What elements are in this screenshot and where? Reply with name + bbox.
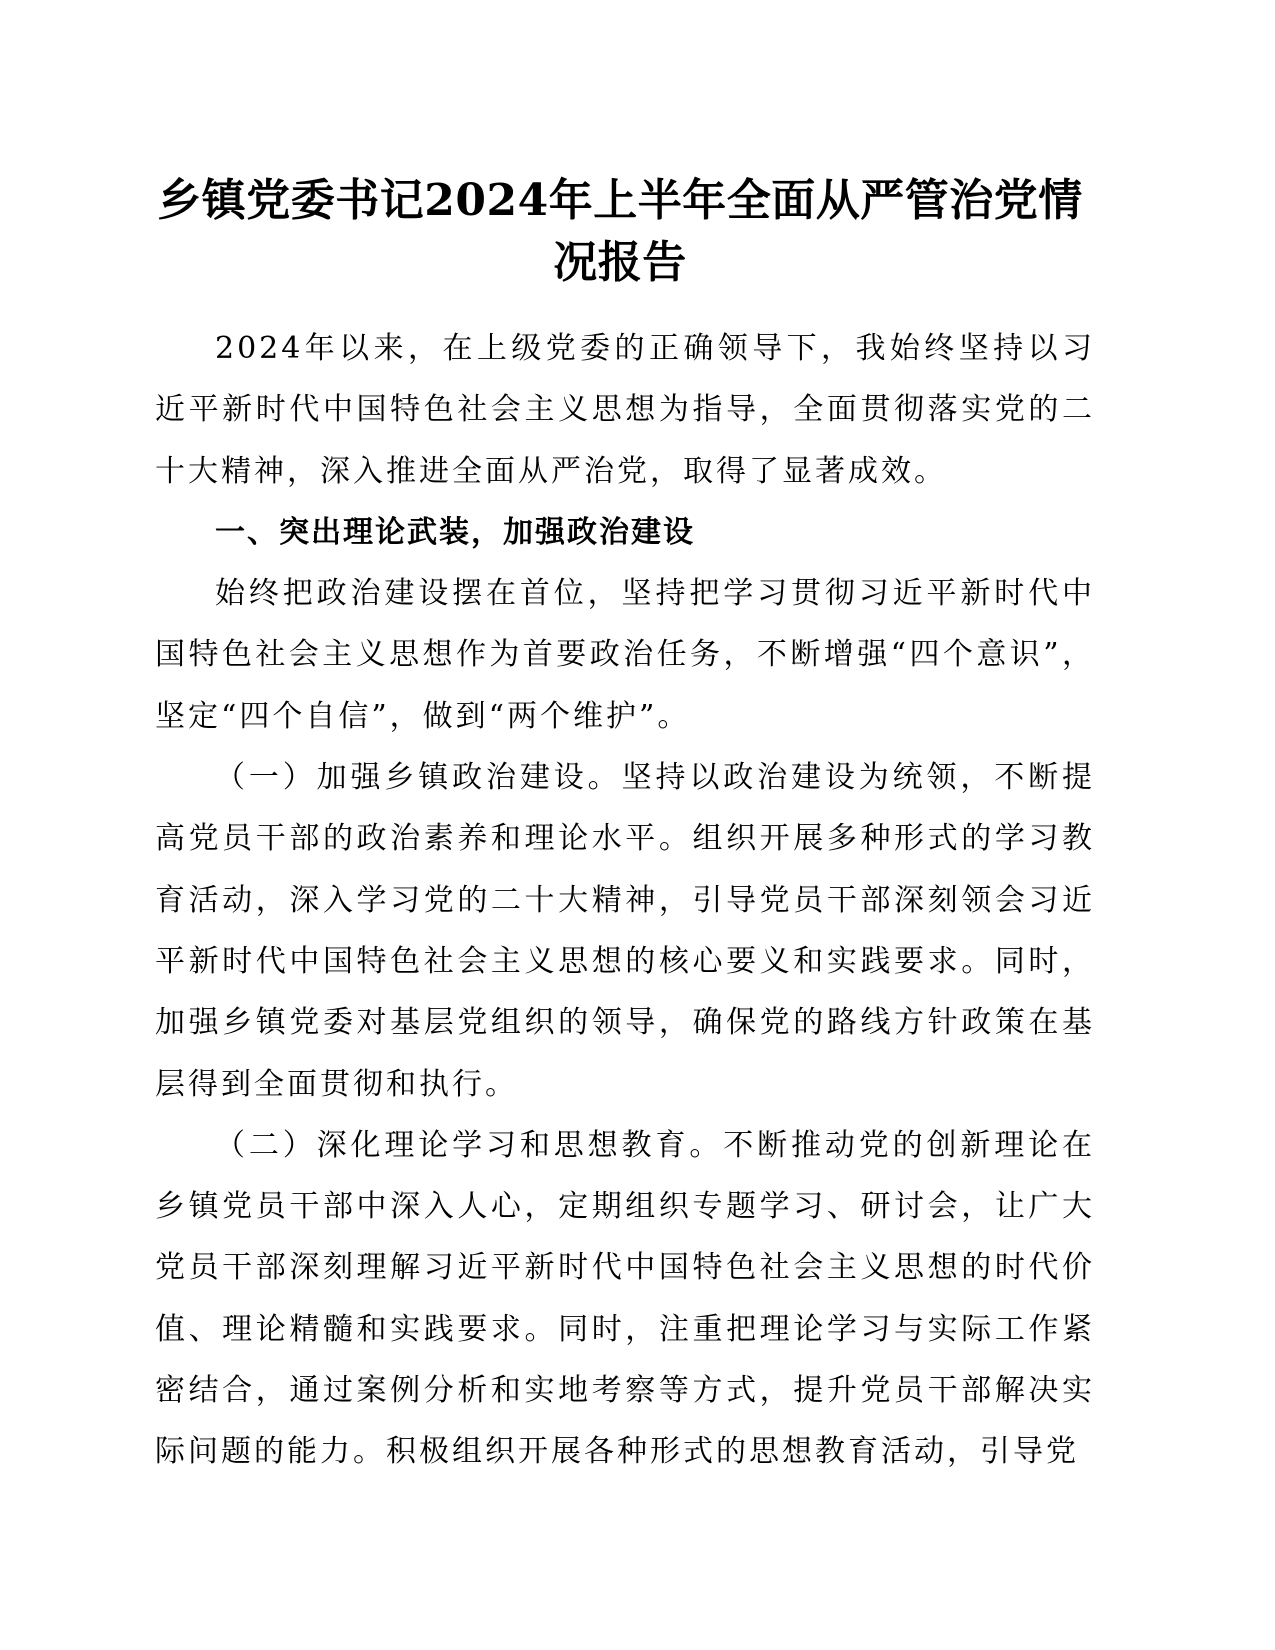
item-two-lead: （二）深化理论学习和思想教育。 [215, 1127, 724, 1163]
section-heading: 一、突出理论武装，加强政治建设 [215, 514, 695, 550]
section-summary-paragraph: 始终把政治建设摆在首位，坚持把学习贯彻习近平新时代中国特色社会主义思想作为首要政治任务，不断增强“四个意识”，坚定“四个自信”，做到“两个维护”。 [155, 576, 1095, 734]
item-one-lead: （一）加强乡镇政治建设。 [215, 760, 622, 796]
item-two-paragraph [155, 1115, 1095, 1483]
item-one-paragraph [155, 747, 1095, 1115]
document-body [155, 318, 1095, 1483]
item-two-text: 不断推动党的创新理论在乡镇党员干部中深入人心，定期组织专题学习、研讨会，让广大党员干部深刻理解习近平新时代中国特色社会主义思想的时代价值、理论精髓和实践要求。同时，注重把理论学习与实际工作紧密结合，通过案例分析和实地考察等方式，提升党员干部解决实际问题的能力。积极组织开展各种形式的思想教育活动，引导党 [155, 1127, 1096, 1470]
document-title: 乡镇党委书记2024年上半年全面从严管治党情况报告 [157, 175, 1083, 288]
item-one-text: 坚持以政治建设为统领，不断提高党员干部的政治素养和理论水平。组织开展多种形式的学习教育活动，深入学习党的二十大精神，引导党员干部深刻领会习近平新时代中国特色社会主义思想的核心要义和实践要求。同时，加强乡镇党委对基层党组织的领导，确保党的路线方针政策在基层得到全面贯彻和执行。 [155, 760, 1096, 1102]
intro-paragraph: 2024年以来，在上级党委的正确领导下，我始终坚持以习近平新时代中国特色社会主义思想为指导，全面贯彻落实党的二十大精神，深入推进全面从严治党，取得了显著成效。 [155, 331, 1095, 489]
